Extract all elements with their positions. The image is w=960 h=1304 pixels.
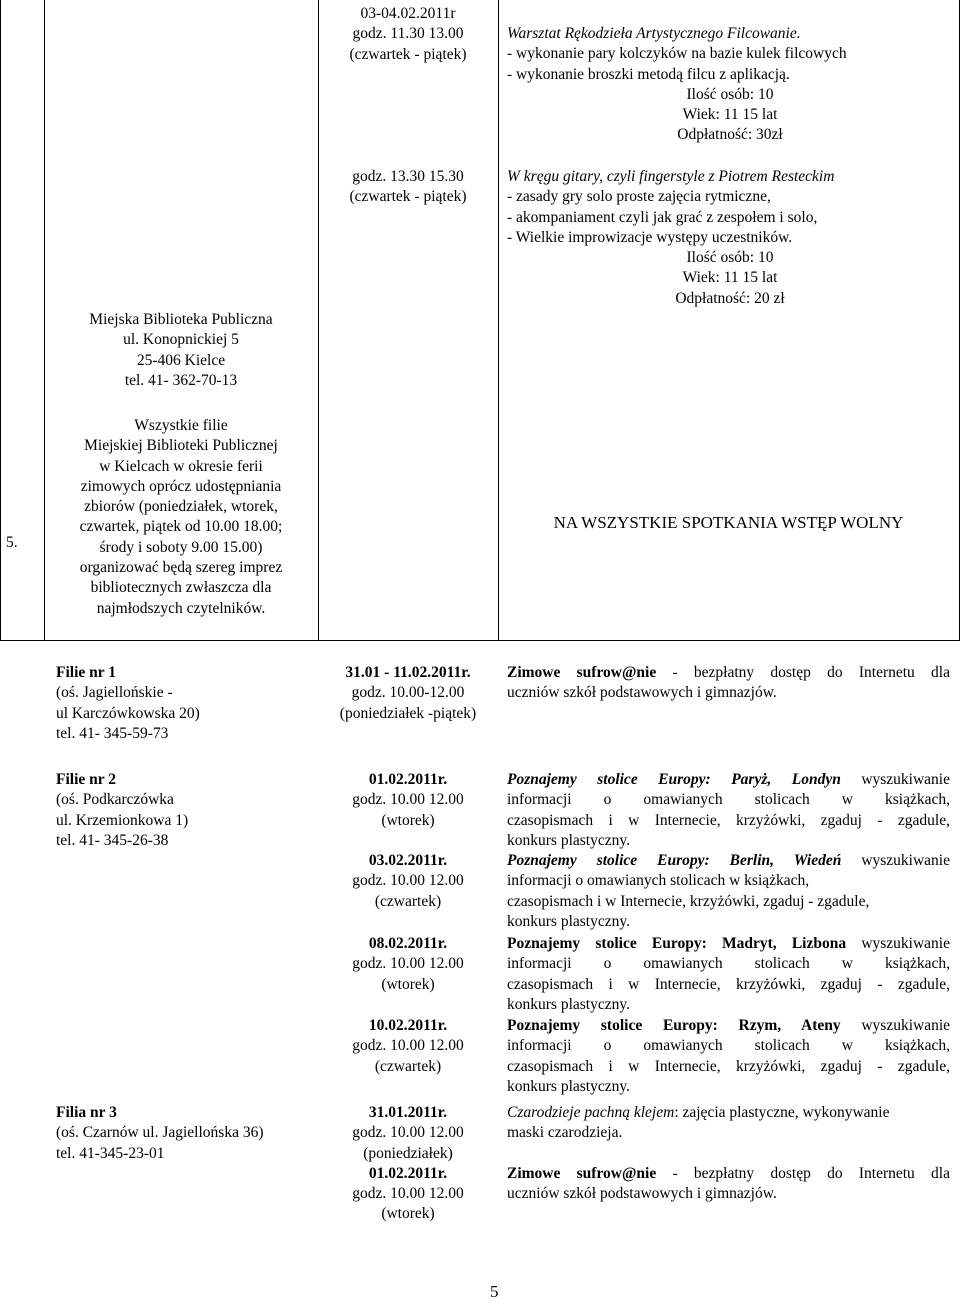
event-text: wyszukiwanie	[840, 1017, 951, 1034]
filia-2-event-2-when	[318, 851, 498, 912]
event-time: godz. 10.00 12.00	[352, 1124, 464, 1142]
event-text: : zajęcia plastyczne, wykonywanie	[674, 1104, 890, 1121]
event-text: konkurs plastyczny.	[507, 995, 630, 1013]
event-text: konkurs plastyczny.	[507, 831, 630, 849]
filia-phone: tel. 41- 345-26-38	[56, 831, 169, 849]
session-fee: Odpłatność: 20 zł	[675, 289, 785, 307]
event-day: (czwartek)	[374, 892, 442, 910]
event-time: godz. 10.00 12.00	[352, 872, 464, 890]
session-1-description	[507, 24, 953, 146]
event-text: wyszukiwanie	[846, 935, 950, 952]
event-text: konkurs plastyczny.	[507, 1077, 630, 1095]
event-text: wyszukiwanie	[841, 852, 950, 869]
event-day: (czwartek)	[374, 1057, 442, 1075]
filia-3-info	[56, 1103, 264, 1164]
session-age: Wiek: 11 15 lat	[682, 106, 778, 124]
session-participants: Ilość osób: 10	[686, 85, 774, 103]
session-1-when	[318, 4, 498, 65]
session-title: W kręgu gitary, czyli fingerstyle z Piotrem Resteckim	[507, 168, 835, 185]
filia-name: Filia nr 3	[56, 1104, 117, 1121]
session-2-when	[318, 167, 498, 208]
event-title: Poznajemy stolice Europy: Berlin, Wiedeń	[507, 852, 842, 869]
event-text: informacji o omawianych stolicach w książkach,	[507, 791, 950, 809]
filia-1-info	[56, 663, 200, 744]
session-age: Wiek: 11 15 lat	[682, 269, 778, 287]
event-date: 01.02.2011r.	[368, 1164, 448, 1182]
filia-2-event-2	[507, 851, 950, 932]
filia-2-info	[56, 770, 188, 851]
session-item: - wykonanie pary kolczyków na bazie kulek filcowych	[507, 45, 847, 63]
library-phone: tel. 41- 362-70-13	[124, 371, 238, 389]
filia-street: ul Karczówkowska 20)	[56, 704, 200, 722]
event-date: 08.02.2011r.	[368, 935, 448, 952]
event-text: maski czarodzieja.	[507, 1124, 623, 1142]
session-time: godz. 11.30 13.00	[352, 25, 464, 43]
filia-name: Filie nr 2	[56, 771, 116, 788]
event-days: (poniedziałek -piątek)	[339, 704, 477, 722]
event-title: Poznajemy stolice Europy: Madryt, Lizbona	[507, 935, 847, 952]
branches-note	[44, 416, 318, 619]
filia-1-when	[318, 663, 498, 724]
session-time: godz. 13.30 15.30	[352, 168, 464, 185]
filia-2-event-3	[507, 934, 950, 1015]
session-2-description	[507, 167, 953, 309]
branches-note-line: Miejskiej Biblioteki Publicznej	[84, 437, 278, 455]
event-text: czasopismach i w Internecie, krzyżówki, zgaduj - zgadule,	[507, 892, 870, 910]
event-title: Zimowe sufrow@nie	[507, 1165, 657, 1182]
session-item: - wykonanie broszki metodą filcu z aplikacją.	[507, 65, 790, 83]
filia-2-event-1	[507, 770, 950, 851]
filia-2-event-4	[507, 1016, 950, 1097]
event-text: informacji o omawianych stolicach w książkach,	[507, 872, 810, 890]
event-text: wyszukiwanie	[840, 771, 950, 788]
session-days: (czwartek - piątek)	[349, 188, 467, 206]
event-title: Zimowe sufrow@nie	[507, 664, 657, 681]
event-text: czasopismach i w Internecie, krzyżówki, zgaduj - zgadule,	[507, 1057, 950, 1075]
branches-note-line: zimowych oprócz udostępniania	[80, 477, 282, 495]
event-day: (wtorek)	[381, 811, 435, 829]
filia-district: (oś. Podkarczówka	[56, 791, 174, 809]
session-participants: Ilość osób: 10	[686, 249, 774, 267]
event-text: uczniów szkół podstawowych i gimnazjów.	[507, 1185, 777, 1203]
event-title: Poznajemy stolice Europy: Paryż, Londyn	[507, 771, 841, 788]
branches-note-line: w Kielcach w okresie ferii	[99, 457, 263, 475]
event-text: konkurs plastyczny.	[507, 912, 630, 930]
event-time: godz. 10.00 12.00	[352, 1185, 464, 1203]
event-time: godz. 10.00 12.00	[352, 955, 464, 973]
filia-name: Filie nr 1	[56, 664, 116, 681]
filia-district: (oś. Jagiellońskie -	[56, 684, 173, 702]
session-item: - Wielkie improwizacje występy uczestników.	[507, 228, 793, 246]
event-text: czasopismach i w Internecie, krzyżówki, zgaduj - zgadule,	[507, 975, 950, 993]
filia-3-event-1-when	[318, 1103, 498, 1225]
session-item: - zasady gry solo proste zajęcia rytmiczne,	[507, 188, 771, 206]
event-text: czasopismach i w Internecie, krzyżówki, zgaduj - zgadule,	[507, 811, 950, 829]
library-name: Miejska Biblioteka Publiczna	[89, 311, 273, 328]
event-time: godz. 10.00-12.00	[351, 684, 465, 702]
event-text: - bezpłatny dostęp do Internetu dla	[656, 1165, 950, 1182]
event-time: godz. 10.00 12.00	[352, 791, 464, 809]
event-date: 31.01 - 11.02.2011r.	[345, 664, 471, 681]
filia-street: ul. Krzemionkowa 1)	[56, 811, 189, 829]
event-text: informacji o omawianych stolicach w książkach,	[507, 955, 950, 973]
branches-note-line: czwartek, piątek od 10.00 18.00;	[79, 518, 283, 536]
event-text: uczniów szkół podstawowych i gimnazjów.	[507, 684, 777, 702]
library-address	[44, 310, 318, 391]
filia-2-event-1-when	[318, 770, 498, 831]
event-day: (wtorek)	[381, 975, 435, 993]
event-date: 31.01.2011r.	[368, 1104, 448, 1121]
library-postal: 25-406 Kielce	[136, 351, 226, 369]
filia-2-event-4-when	[318, 1016, 498, 1077]
filia-phone: tel. 41-345-23-01	[56, 1144, 165, 1162]
branches-note-line: najmłodszych czytelników.	[96, 599, 266, 617]
event-time: godz. 10.00 12.00	[352, 1037, 464, 1055]
filia-3-event-1	[507, 1103, 950, 1144]
library-street: ul. Konopnickiej 5	[123, 331, 239, 349]
free-entry-note: NA WSZYSTKIE SPOTKANIA WSTĘP WOLNY	[553, 513, 904, 532]
filia-district: (oś. Czarnów ul. Jagiellońska 36)	[56, 1124, 264, 1142]
event-day: (poniedziałek)	[363, 1144, 453, 1162]
event-date: 10.02.2011r.	[368, 1017, 448, 1034]
session-fee: Odpłatność: 30zł	[677, 126, 783, 144]
session-title: Warsztat Rękodzieła Artystycznego Filcowanie.	[507, 25, 801, 42]
event-text: - bezpłatny dostęp do Internetu dla	[656, 664, 950, 681]
filia-2-event-3-when	[318, 934, 498, 995]
page-number: 5	[490, 1282, 499, 1301]
session-date: 03-04.02.2011r	[360, 5, 456, 22]
branches-note-line: organizować będą szereg imprez	[79, 559, 283, 577]
event-title: Poznajemy stolice Europy: Rzym, Ateny	[507, 1017, 841, 1034]
session-days: (czwartek - piątek)	[349, 45, 467, 63]
filia-phone: tel. 41- 345-59-73	[56, 724, 169, 742]
event-text: informacji o omawianych stolicach w książkach,	[507, 1037, 950, 1055]
row-number: 5.	[6, 534, 18, 551]
branches-note-line: zbiorów (poniedziałek, wtorek,	[84, 498, 278, 516]
filia-1-event	[507, 663, 950, 704]
session-item: - akompaniament czyli jak grać z zespołem i solo,	[507, 208, 818, 226]
filia-3-event-2	[507, 1164, 950, 1205]
event-date: 03.02.2011r.	[368, 852, 448, 869]
branches-note-line: Wszystkie filie	[134, 417, 228, 434]
branches-note-line: bibliotecznych zwłaszcza dla	[90, 579, 272, 597]
event-day: (wtorek)	[381, 1205, 435, 1223]
branches-note-line: środy i soboty 9.00 15.00)	[99, 538, 263, 556]
event-date: 01.02.2011r.	[368, 771, 448, 788]
event-title: Czarodzieje pachną klejem	[507, 1104, 675, 1121]
